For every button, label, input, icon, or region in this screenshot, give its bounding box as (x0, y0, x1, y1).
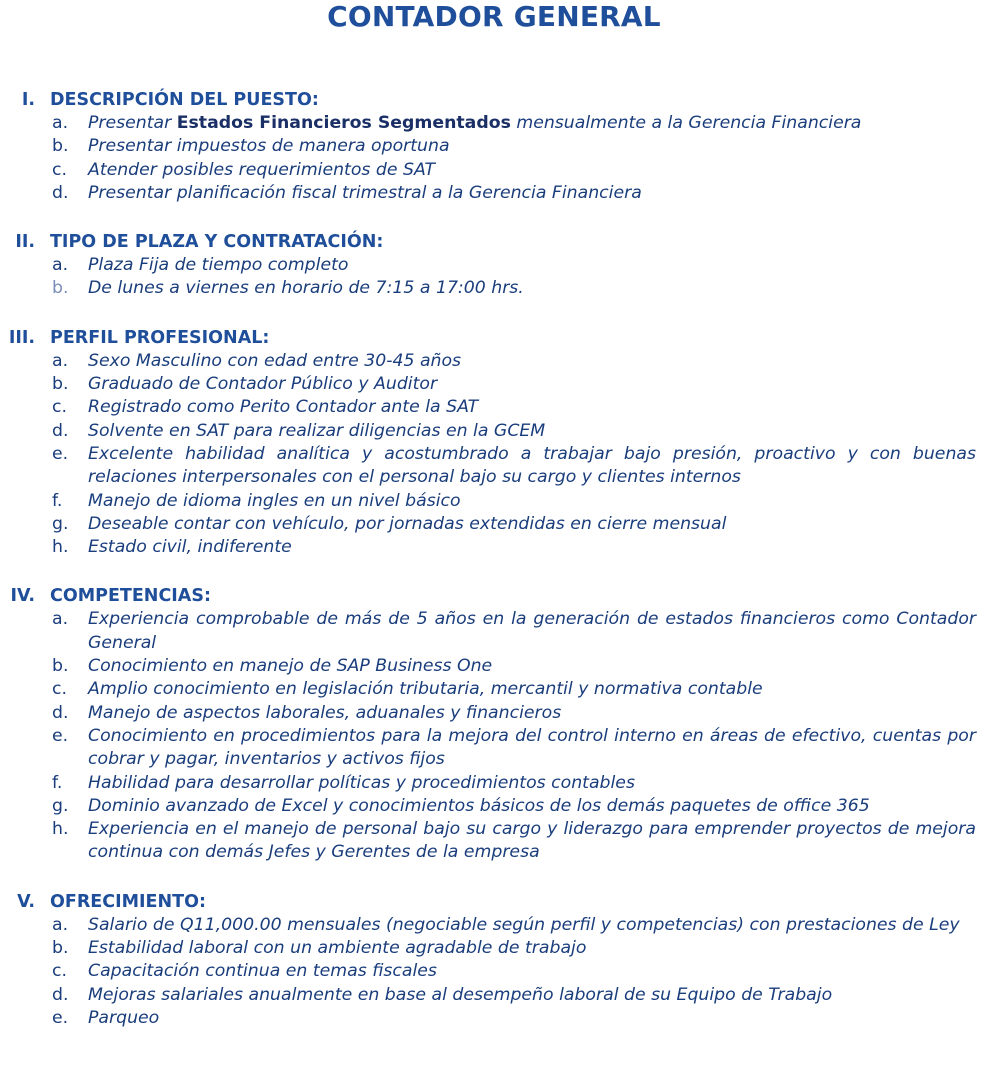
item-text-bold: Estados Financieros Segmentados (176, 113, 511, 133)
section-1 (0, 88, 1000, 205)
item-letter: c. (52, 159, 67, 180)
item-letter: d. (52, 420, 69, 441)
item-letter: a. (52, 255, 69, 276)
list-item (0, 1007, 976, 1030)
list-item (0, 914, 976, 937)
item-letter: d. (52, 984, 69, 1005)
item-text: De lunes a viernes en horario de 7:15 a 17:00 hrs. (88, 278, 524, 299)
list-item (0, 536, 976, 559)
list-item (0, 350, 976, 373)
section-number: I. (21, 90, 35, 110)
item-text: Mejoras salariales anualmente en base al desempeño laboral de su Equipo de Trabajo (88, 984, 833, 1005)
item-letter: a. (52, 113, 69, 133)
item-text: Atender posibles requerimientos de SAT (88, 159, 436, 180)
list-item (0, 159, 976, 182)
item-letter: e. (52, 725, 69, 746)
item-text: Deseable contar con vehículo, por jornadas extendidas en cierre mensual (88, 513, 727, 534)
list-item (0, 725, 976, 772)
list-item (0, 420, 976, 443)
list-item (0, 937, 976, 960)
section-number: III. (8, 327, 35, 348)
item-text: Conocimiento en procedimientos para la mejora del control interno en áreas de efectivo, cuentas por cobrar y pagar, inventarios y activos fijos (88, 725, 976, 770)
list-item (0, 818, 976, 865)
item-letter: h. (52, 537, 69, 558)
section-heading (0, 88, 1000, 112)
item-text: Estabilidad laboral con un ambiente agradable de trabajo (88, 938, 587, 959)
section-3 (0, 326, 1000, 560)
list-item (0, 396, 976, 419)
section-heading (0, 326, 1000, 350)
list-item (0, 490, 976, 513)
item-letter: d. (52, 182, 69, 203)
item-letter: c. (52, 961, 67, 982)
item-text: Conocimiento en manejo de SAP Business One (88, 656, 493, 677)
section-heading (0, 230, 1000, 254)
item-text: Sexo Masculino con edad entre 30-45 años (88, 350, 462, 371)
item-text: Plaza Fija de tiempo completo (88, 255, 349, 276)
section-heading (0, 890, 1000, 914)
section-title: DESCRIPCIÓN DEL PUESTO: (50, 90, 319, 110)
section-2 (0, 230, 1000, 301)
list-item (0, 678, 976, 701)
list-item (0, 795, 976, 818)
item-letter: b. (52, 136, 69, 157)
list-item (0, 135, 976, 158)
item-letter: d. (52, 702, 69, 723)
item-letter: f. (52, 772, 63, 793)
item-text: Manejo de aspectos laborales, aduanales y financieros (88, 702, 562, 723)
item-letter: h. (52, 819, 69, 840)
item-text: Experiencia en el manejo de personal bajo su cargo y liderazgo para emprender proyectos de mejora continua con demás Jefes y Gerentes de la empresa (88, 819, 976, 863)
section-title: TIPO DE PLAZA Y CONTRATACIÓN: (50, 232, 384, 253)
list-item (0, 655, 976, 678)
item-text: Solvente en SAT para realizar diligencias en la GCEM (88, 420, 546, 441)
item-text: Presentar (88, 113, 177, 133)
item-text: Excelente habilidad analítica y acostumbrado a trabajar bajo presión, proactivo y con buenas relaciones interpersonales con el personal bajo su cargo y clientes internos (88, 443, 976, 488)
section-5 (0, 890, 1000, 1030)
section-number: V. (17, 891, 35, 912)
item-text: Dominio avanzado de Excel y conocimientos básicos de los demás paquetes de office 365 (88, 795, 870, 816)
item-letter: a. (52, 350, 69, 371)
item-letter: f. (52, 490, 63, 511)
item-letter: b. (52, 938, 69, 959)
list-item (0, 182, 976, 205)
item-letter: a. (52, 609, 69, 630)
list-item (0, 513, 976, 536)
item-letter: e. (52, 443, 69, 464)
section-number: II. (15, 232, 35, 253)
item-text: Registrado como Perito Contador ante la SAT (88, 397, 479, 418)
list-item (0, 984, 976, 1007)
list-item (0, 373, 976, 396)
document-title: CONTADOR GENERAL (327, 0, 661, 33)
section-title: PERFIL PROFESIONAL: (50, 327, 270, 348)
item-text: Experiencia comprobable de más de 5 años en la generación de estados financieros como Contador General (88, 609, 976, 653)
item-text: Salario de Q11,000.00 mensuales (negociable según perfil y competencias) con prestaciones de Ley (88, 914, 960, 935)
list-item (0, 112, 976, 135)
item-letter: b. (52, 656, 69, 677)
item-text: Capacitación continua en temas fiscales (88, 961, 437, 982)
job-sections (0, 88, 1000, 1055)
item-letter: c. (52, 679, 67, 700)
item-text: Graduado de Contador Público y Auditor (88, 374, 438, 395)
section-title: COMPETENCIAS: (50, 586, 211, 607)
section-heading (0, 584, 1000, 608)
item-text: Manejo de idioma ingles en un nivel básico (88, 490, 461, 511)
list-item (0, 772, 976, 795)
item-text: Presentar impuestos de manera oportuna (88, 136, 450, 157)
item-letter: c. (52, 397, 67, 418)
list-item (0, 254, 976, 277)
section-title: OFRECIMIENTO: (50, 891, 206, 912)
list-item (0, 277, 976, 300)
item-letter: e. (52, 1007, 69, 1028)
list-item (0, 960, 976, 983)
item-letter: g. (52, 513, 69, 534)
list-item (0, 608, 976, 655)
item-letter: g. (52, 795, 69, 816)
item-text: Parqueo (88, 1007, 160, 1028)
item-text: Estado civil, indiferente (88, 537, 292, 558)
item-text: Habilidad para desarrollar políticas y procedimientos contables (88, 772, 635, 793)
section-number: IV. (10, 586, 35, 607)
item-text: Amplio conocimiento en legislación tributaria, mercantil y normativa contable (88, 679, 763, 700)
section-4 (0, 584, 1000, 864)
item-letter: b. (52, 278, 69, 299)
list-item (0, 702, 976, 725)
item-letter: a. (52, 914, 69, 935)
item-letter: b. (52, 374, 69, 395)
list-item (0, 443, 976, 490)
item-text: mensualmente a la Gerencia Financiera (510, 113, 862, 133)
item-text: Presentar planificación fiscal trimestral a la Gerencia Financiera (88, 182, 642, 203)
